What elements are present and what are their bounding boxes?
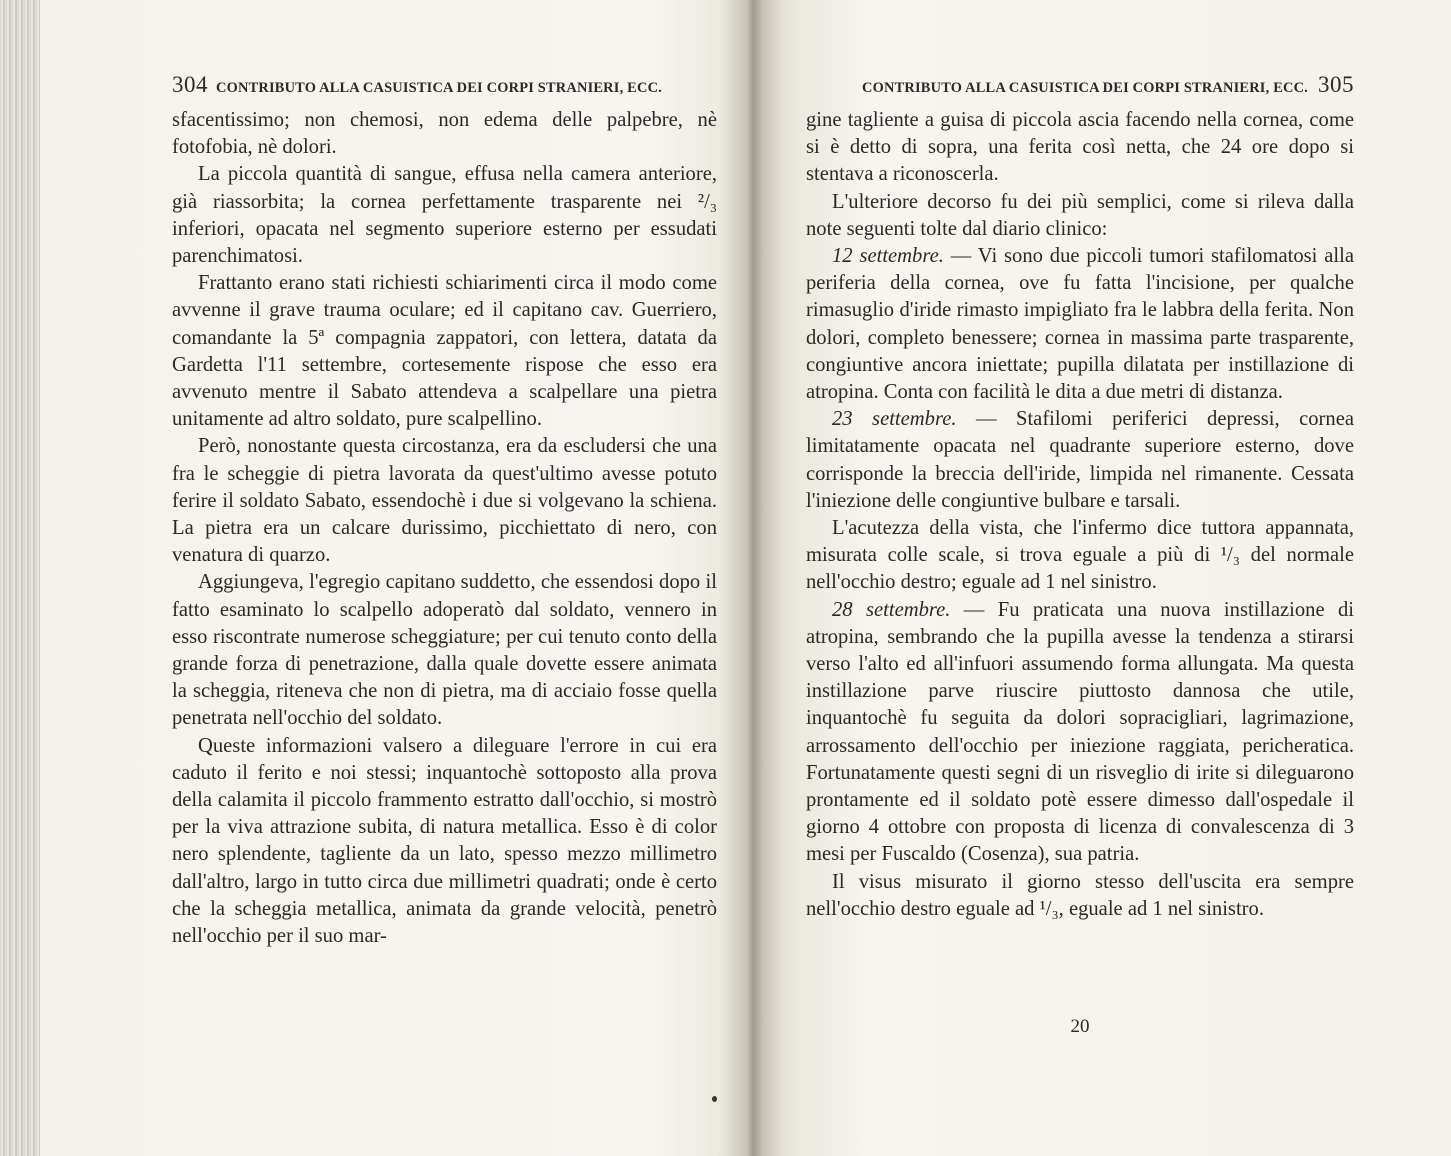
right-page-header: [806, 72, 1354, 96]
left-running-head: CONTRIBUTO ALLA CASUISTICA DEI CORPI STRANIERI, ECC.: [216, 80, 662, 96]
paragraph: Aggiungeva, l'egregio capitano suddetto, che essendosi dopo il fatto esaminato lo scalpello adoperatò dal soldato, vennero in esso riscontrate numerose scheggiature; per cui tenuto conto della grande forza di penetrazione, dalla quale dovette essere animata la scheggia, riteneva che non di pietra, ma di acciaio fosse quella penetrata nell'occhio del soldato.: [172, 571, 717, 730]
paragraph: Il visus misurato il giorno stesso dell'uscita era sempre nell'occhio destro eguale ad ¹/₃, eguale ad 1 nel sinistro.: [806, 870, 1354, 920]
left-page-header: [172, 72, 717, 96]
paragraph: L'acutezza della vista, che l'infermo dice tuttora appannata, misurata colle scale, si trova eguale a più di ¹/₃ del normale nell'occhio destro; eguale ad 1 nel sinistro.: [806, 517, 1354, 594]
diary-entry: [806, 406, 1354, 515]
diary-entry: [806, 243, 1354, 406]
paragraph: Queste informazioni valsero a dileguare l'errore in cui era caduto il ferito e noi stessi; inquantochè sottoposto alla prova della calamita il piccolo frammento estratto dall'occhio, si mostrò per la viva attrazione subita, di natura metallica. Esso è di color nero splendente, tagliente da un lato, spesso mezzo millimetro dall'altro, largo in tutto circa due millimetri quadrati; onde è certo che la scheggia metallica, animata da grande velocità, penetrò nell'occhio per il suo mar-: [172, 734, 717, 948]
paragraph: gine tagliente a guisa di piccola ascia facendo nella cornea, come si è detto di sopra, una ferita così netta, che 24 ore dopo si stentava a riconoscerla.: [806, 109, 1354, 186]
paragraph: La piccola quantità di sangue, effusa nella camera anteriore, già riassorbita; la cornea perfettamente trasparente nei ²/₃ inferiori, opacata nel segmento superiore esterno per essudati parenchimatosi.: [172, 163, 717, 268]
left-page-number: 304: [172, 72, 208, 97]
paragraph: sfacentissimo; non chemosi, non edema delle palpebre, nè fotofobia, nè dolori.: [172, 109, 717, 159]
diary-entry: [806, 597, 1354, 869]
ink-speck: [712, 1096, 717, 1102]
left-page: [172, 0, 717, 1156]
book-gutter: [718, 0, 782, 1156]
page-edges: [0, 0, 40, 1156]
paragraph: Frattanto erano stati richiesti schiarimenti circa il modo come avvenne il grave trauma oculare; ed il capitano cav. Guerriero, comandante la 5ª compagnia zappatori, con lettera, datata da Gardetta l'11 settembre, cortesemente rispose che esso era avvenuto mentre il Sabato attendeva a scalpellare una pietra unitamente ad altro soldato, pure scalpellino.: [172, 272, 717, 431]
right-page: [806, 0, 1354, 1156]
right-page-number: 305: [1318, 72, 1354, 97]
signature-mark: 20: [1070, 1016, 1090, 1037]
right-page-body: [806, 107, 1354, 923]
entry-text: — Vi sono due piccoli tumori stafilomatosi alla periferia della cornea, ove fu fatta l'incisione, per qualche rimasuglio d'iride rimasto impigliato fra le labbra della ferita. Non dolori, completo benessere; cornea in massima parte trasparente, congiuntive ancora iniettate; pupilla dilatata per instillazione di atropina. Conta con facilità le dita a due metri di distanza.: [806, 245, 1354, 404]
entry-date: 12 settembre.: [832, 245, 944, 268]
entry-text: — Fu praticata una nuova instillazione di atropina, sembrando che la pupilla avesse la tendenza a stirarsi verso l'alto ed all'infuori assumendo forma allungata. Ma questa instillazione parve riuscire piuttosto dannosa che utile, inquantochè fu seguita da dolori sopracigliari, lagrimazione, arrossamento dell'occhio per iniezione raggiata, pericheratica. Fortunatamente questi segni di un risveglio di irite si dileguarono prontamente ed il soldato potè essere dimesso dall'ospedale il giorno 4 ottobre con proposta di licenza di convalescenza di 3 mesi per Fuscaldo (Cosenza), sua patria.: [806, 598, 1354, 866]
paragraph: Però, nonostante questa circostanza, era da escludersi che una fra le scheggie di pietra lavorata da quest'ultimo avesse potuto ferire il soldato Sabato, essendochè i due si volgevano la schiena. La pietra era un calcare durissimo, picchiettato di nero, con venatura di quarzo.: [172, 435, 717, 567]
entry-date: 23 settembre.: [832, 408, 957, 431]
right-running-head: CONTRIBUTO ALLA CASUISTICA DEI CORPI STRANIERI, ECC.: [862, 80, 1308, 96]
entry-text: — Stafilomi periferici depressi, cornea limitatamente opacata nel quadrante superiore esterno, dove corrisponde la breccia dell'iride, limpida nel rimanente. Cessata l'iniezione delle congiuntive bulbare e tarsali.: [806, 408, 1354, 512]
paragraph: L'ulteriore decorso fu dei più semplici, come si rileva dalla note seguenti tolte dal diario clinico:: [806, 190, 1354, 240]
entry-date: 28 settembre.: [832, 598, 951, 621]
left-page-body: [172, 107, 717, 950]
